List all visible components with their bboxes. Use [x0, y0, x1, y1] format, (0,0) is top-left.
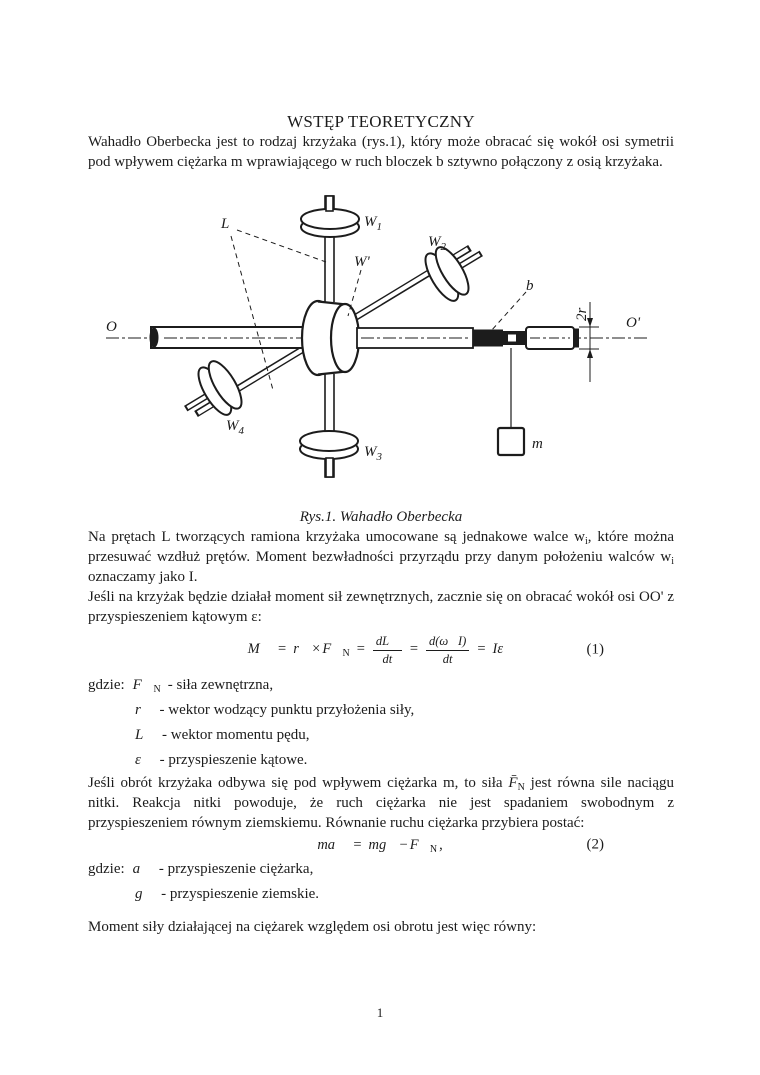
- label-2r: 2r: [574, 307, 590, 321]
- label-l: L: [221, 216, 230, 232]
- equation-2-number: (2): [586, 836, 604, 853]
- intro-paragraph: Wahadło Oberbecka jest to rodzaj krzyżaka (rys.1), który może obracać się wokół osi symetrii pod wpływem ciężarka m wprawiającego w ruch bloczek b sztywno połączony z osią krzyżaka.: [88, 134, 674, 170]
- page-number: 1: [376, 1005, 384, 1020]
- label-w2: $W_2$: [428, 234, 446, 253]
- label-b: b: [526, 278, 534, 294]
- definition-item: gdzie: a⃗ - przyspieszenie ciężarka,: [88, 861, 314, 877]
- equation-2: ma⃗ = mg⃗ − $F⃗_N$ , (2): [317, 836, 604, 855]
- document-content: [88, 0, 674, 937]
- label-w1: $W_1$: [364, 214, 382, 233]
- label-w4: $W_4$: [226, 418, 244, 437]
- paragraph-rods: Na prętach L tworzących ramiona krzyżaka umocowane są jednakowe walce $w_i$, które można przesuwać wzdłuż prętów. Moment bezwładności przyrządu przy danym położeniu walców $w_i$ oznaczamy jako I.: [88, 529, 674, 585]
- figure-oberbeck-pendulum: [98, 190, 658, 495]
- equation-1-number: (1): [586, 641, 604, 658]
- equation-1: M⃗ = r⃗ × $F⃗_N$ = $\frac{dL⃗}{dt}$ = $\frac{d(\omega⃗I)}{dt}$ = Iε⃗ (1): [247, 634, 604, 666]
- label-m: m: [532, 436, 543, 452]
- mass-m: [498, 428, 524, 455]
- paragraph-moment-closing: Moment siły działającej na ciężarek względem osi obrotu jest więc równy:: [88, 919, 537, 935]
- figure-caption: Rys.1. Wahadło Oberbecka: [299, 509, 463, 525]
- page-title: WSTĘP TEORETYCZNY: [287, 112, 475, 131]
- label-w3: $W_3$: [364, 444, 382, 463]
- label-o-prime: O': [626, 315, 641, 331]
- paragraph-torque-intro: Jeśli na krzyżak będzie działał moment sił zewnętrznych, zacznie się on obracać wokół osi OO' z przyspieszeniem kątowym ε:: [88, 589, 674, 625]
- definitions-list-2: [88, 857, 674, 907]
- definition-item: L⃗ - wektor momentu pędu,: [135, 727, 310, 743]
- hub-pulley: [302, 301, 359, 375]
- label-o: O: [106, 319, 117, 335]
- figure-drawing: [98, 190, 658, 495]
- paragraph-weight-motion: Jeśli obrót krzyżaka odbywa się pod wpływem ciężarka m, to siła $F̄_N$ jest równa sile naciągu nitki. Reakcja nitki powoduje, że ruch ciężarka nie jest spadaniem swobodnym z przyspieszeniem równym ziemskiemu. Równanie ruchu ciężarka przybiera postać:: [88, 775, 674, 831]
- label-w-prime: W': [354, 254, 370, 270]
- definition-item: r⃗ - wektor wodzący punktu przyłożenia siły,: [135, 702, 415, 718]
- block-b: [473, 330, 503, 347]
- definitions-list-1: [88, 673, 674, 773]
- definition-item: ε⃗ - przyspieszenie kątowe.: [135, 752, 308, 768]
- definition-item: g⃗ - przyspieszenie ziemskie.: [135, 886, 320, 902]
- definition-item: gdzie: $F⃗_N$ - siła zewnętrzna,: [88, 677, 274, 695]
